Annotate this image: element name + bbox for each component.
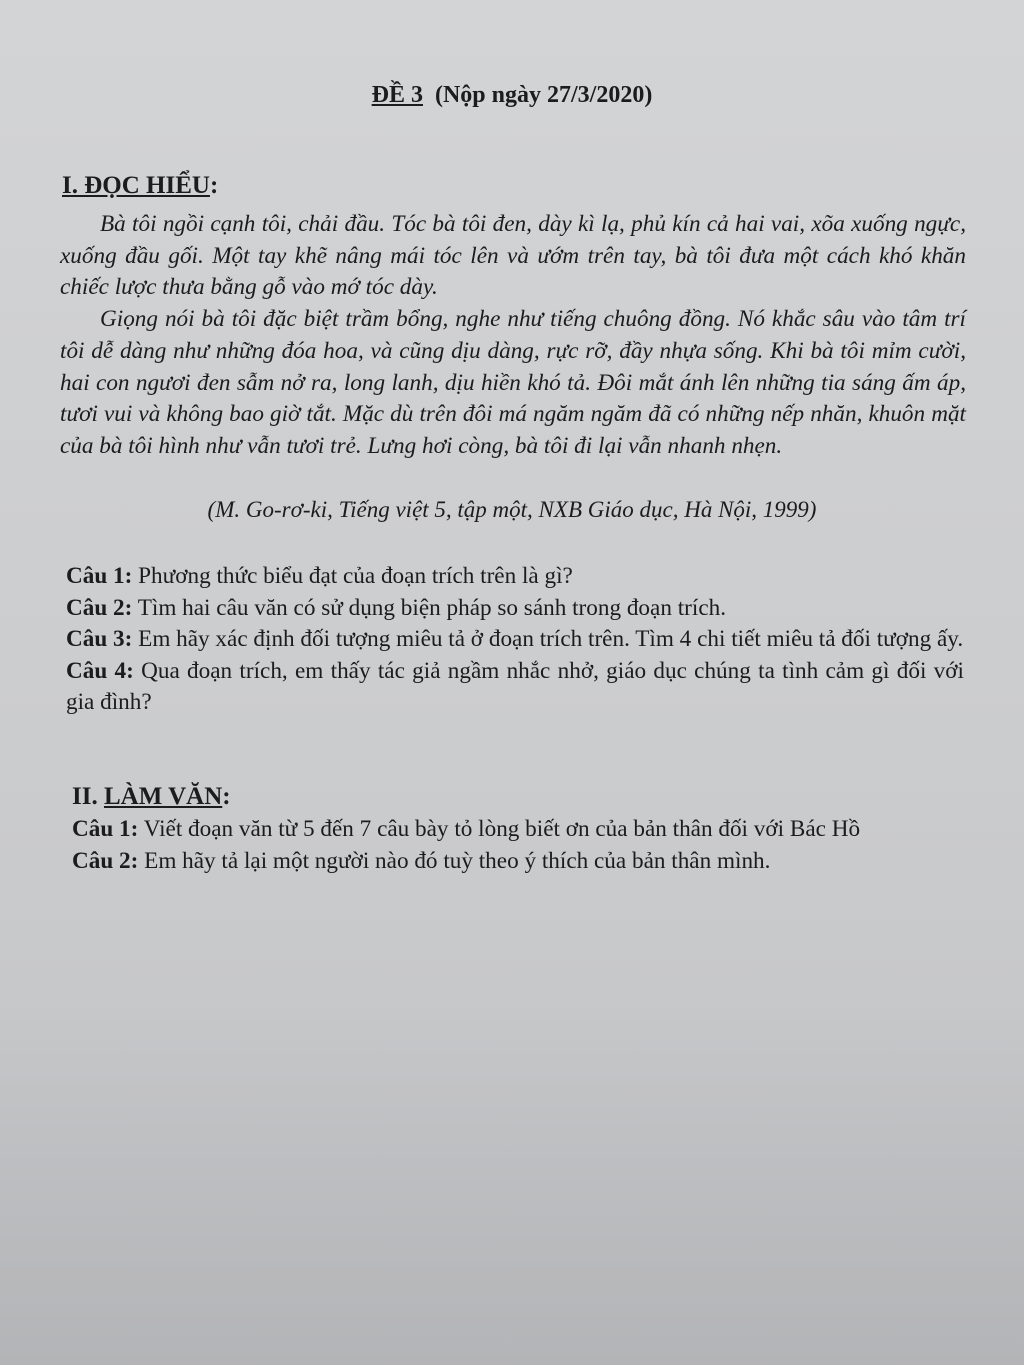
section-writing-heading-colon: : xyxy=(222,783,231,810)
question-text: Viết đoạn văn từ 5 đến 7 câu bày tỏ lòng biết ơn của bản thân đối với Bác Hồ xyxy=(138,816,861,842)
passage-paragraph: Bà tôi ngồi cạnh tôi, chải đầu. Tóc bà tôi đen, dày kì lạ, phủ kín cả hai vai, xõa xuống ngực, xuống đầu gối. Một tay khẽ nâng mái tóc lên và ướm trên tay, bà tôi đưa một cách khó khăn chiếc lược thưa bằng gỗ vào mớ tóc dày. xyxy=(60,211,966,301)
reading-questions xyxy=(66,561,964,719)
question-text: Qua đoạn trích, em thấy tác giả ngầm nhắc nhở, giáo dục chúng ta tình cảm gì đối với gia đình? xyxy=(66,657,964,715)
exam-number: ĐỀ 3 xyxy=(371,82,423,108)
section-writing-heading-text: LÀM VĂN xyxy=(103,783,223,810)
question-item xyxy=(66,561,964,593)
question-text: Em hãy tả lại một người nào đó tuỳ theo ý thích của bản thân mình. xyxy=(138,847,771,874)
section-reading-heading-text: I. ĐỌC HIỂU xyxy=(62,172,210,199)
reading-passage xyxy=(60,209,966,463)
question-item xyxy=(72,846,918,878)
question-item xyxy=(66,624,964,656)
question-text: Phương thức biểu đạt của đoạn trích trên là gì? xyxy=(132,563,573,589)
section-reading-heading xyxy=(62,172,218,200)
question-item xyxy=(66,593,964,625)
submission-date-note: (Nộp ngày 27/3/2020) xyxy=(434,82,653,108)
passage-paragraph: Giọng nói bà tôi đặc biệt trầm bổng, nghe như tiếng chuông đồng. Nó khắc sâu vào tâm trí tôi dễ dàng như những đóa hoa, và cũng dịu dàng, rực rỡ, đầy nhựa sống. Khi bà tôi mỉm cười, hai con ngươi đen sẫm nở ra, long lanh, dịu hiền khó tả. Đôi mắt ánh lên những tia sáng ấm áp, tươi vui và không bao giờ tắt. Mặc dù trên đôi má ngăm ngăm đã có những nếp nhăn, khuôn mặt của bà tôi hình như vẫn tươi trẻ. Lưng hơi còng, bà tôi đi lại vẫn nhanh nhẹn. xyxy=(60,306,966,459)
question-item xyxy=(66,656,964,719)
question-label: Câu 1: xyxy=(72,816,139,842)
section-reading-heading-colon: : xyxy=(209,172,219,199)
question-item xyxy=(72,814,918,846)
writing-questions xyxy=(72,814,918,877)
question-label: Câu 3: xyxy=(66,626,133,652)
question-label: Câu 2: xyxy=(66,594,133,621)
question-text: Tìm hai câu văn có sử dụng biện pháp so sánh trong đoạn trích. xyxy=(132,594,726,621)
question-label: Câu 1: xyxy=(66,563,133,589)
question-text: Em hãy xác định đối tượng miêu tả ở đoạn trích trên. Tìm 4 chi tiết miêu tả đối tượng ấy. xyxy=(132,626,964,652)
question-label: Câu 4: xyxy=(66,657,134,684)
section-writing-heading xyxy=(72,783,231,811)
question-label: Câu 2: xyxy=(72,847,139,874)
page-shadow xyxy=(0,1000,1024,1365)
page-title xyxy=(0,82,1024,109)
section-writing-heading-prefix: II. xyxy=(72,783,104,810)
passage-source: (M. Go-rơ-ki, Tiếng việt 5, tập một, NXB Giáo dục, Hà Nội, 1999) xyxy=(207,497,817,522)
